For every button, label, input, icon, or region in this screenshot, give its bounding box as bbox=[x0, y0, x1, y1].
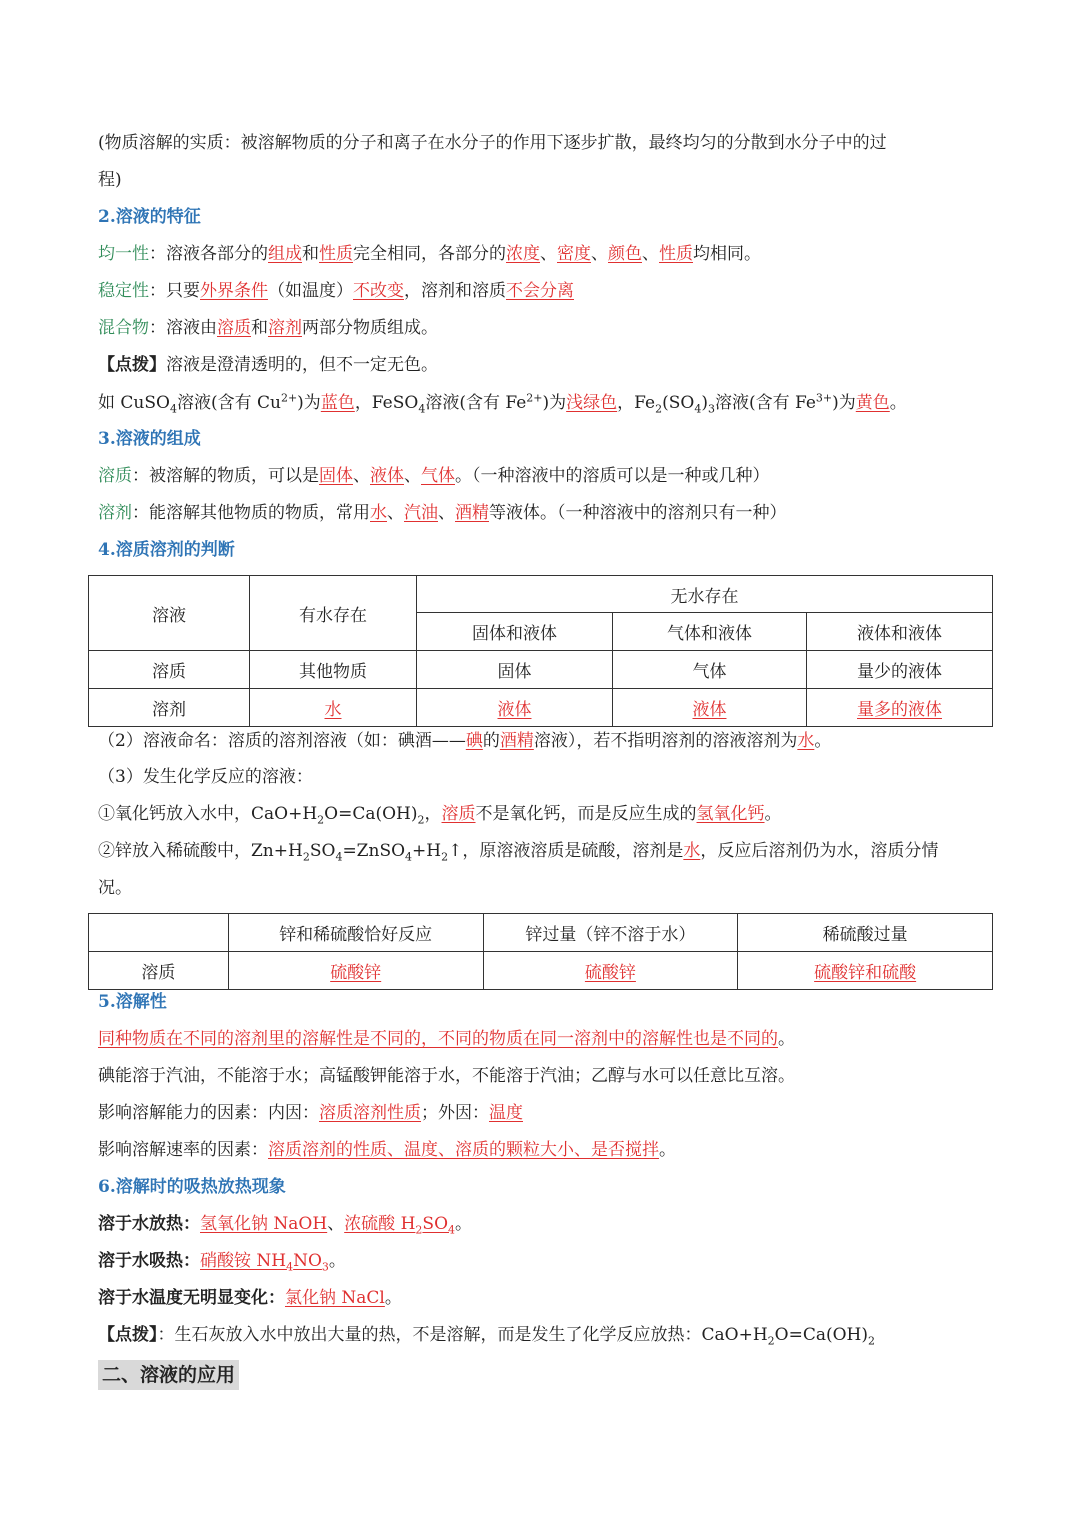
th-no-water: 无水存在 bbox=[417, 576, 993, 613]
table-row: 溶质 其他物质 固体 气体 量少的液体 bbox=[89, 651, 993, 689]
reaction-cao: ①氧化钙放入水中，$CaO+H_2O=Ca(OH)_2$，溶质不是氧化钙，而是反应生成的氢氧化钙。 bbox=[98, 804, 782, 827]
reaction-zn-cont: 况。 bbox=[98, 878, 132, 898]
heading-composition: 3.溶液的组成 bbox=[98, 429, 201, 449]
th-gas-liquid: 气体和液体 bbox=[613, 613, 807, 651]
heading-solution-features: 2.溶液的特征 bbox=[98, 207, 201, 227]
section-title-applications: 二、溶液的应用 bbox=[98, 1360, 239, 1390]
heading-judgement: 4.溶质溶剂的判断 bbox=[98, 540, 235, 560]
intro-line-2: 程) bbox=[98, 170, 122, 190]
composition-solute: 溶质：被溶解的物质，可以是固体、液体、气体。（一种溶液中的溶质可以是一种或几种） bbox=[98, 466, 770, 486]
solute-solvent-table bbox=[88, 575, 993, 727]
heat-endothermic: 溶于水吸热：硝酸铵 $NH_4NO_3$。 bbox=[98, 1251, 346, 1274]
naming-rule: （2）溶液命名：溶质的溶剂溶液（如：碘酒——碘的酒精溶液），若不指明溶剂的溶液溶剂为水。 bbox=[98, 731, 832, 751]
heading-heat: 6.溶解时的吸热放热现象 bbox=[98, 1177, 286, 1197]
th-solid-liquid: 固体和液体 bbox=[417, 613, 613, 651]
solubility-ability: 影响溶解能力的因素：内因：溶质溶剂性质；外因：温度 bbox=[98, 1103, 523, 1123]
reaction-zn: ②锌放入稀硫酸中，$Zn+H_2SO_4=ZnSO_4+H_2↑$，原溶液溶质是硫酸，溶剂是水，反应后溶剂仍为水，溶质分情 bbox=[98, 841, 939, 864]
feature-stable: 稳定性：只要外界条件（如温度）不改变，溶剂和溶质不会分离 bbox=[98, 281, 574, 301]
intro-line-1: (物质溶解的实质：被溶解物质的分子和离子在水分子的作用下逐步扩散，最终均匀的分散到水分子中的过 bbox=[98, 133, 887, 153]
th-solution: 溶液 bbox=[89, 576, 250, 651]
feature-uniform: 均一性：溶液各部分的组成和性质完全相同，各部分的浓度、密度、颜色、性质均相同。 bbox=[98, 244, 761, 264]
composition-solvent: 溶剂：能溶解其他物质的物质，常用水、汽油、酒精等液体。（一种溶液中的溶剂只有一种） bbox=[98, 503, 787, 523]
table-row: 溶剂 水 液体 液体 量多的液体 bbox=[89, 689, 993, 727]
feature-mixture: 混合物：溶液由溶质和溶剂两部分物质组成。 bbox=[98, 318, 438, 338]
table-row: 溶质 硫酸锌 硫酸锌 硫酸锌和硫酸 bbox=[89, 952, 993, 990]
th-liquid-liquid: 液体和液体 bbox=[807, 613, 993, 651]
th-water: 有水存在 bbox=[250, 576, 417, 651]
zinc-acid-table: 锌和稀硫酸恰好反应 锌过量（锌不溶于水） 稀硫酸过量 溶质 硫酸锌 硫酸锌 硫酸锌和硫酸 bbox=[88, 913, 993, 990]
tip-quicklime: 【点拨】：生石灰放入水中放出大量的热，不是溶解，而是发生了化学反应放热：$CaO+H_2O=Ca(OH)_2$ bbox=[98, 1325, 876, 1348]
reaction-title: （3）发生化学反应的溶液： bbox=[98, 767, 313, 787]
heat-neutral: 溶于水温度无明显变化：氯化钠 NaCl。 bbox=[98, 1288, 402, 1308]
heading-solubility: 5.溶解性 bbox=[98, 992, 167, 1012]
tip-color: 【点拨】溶液是澄清透明的，但不一定无色。 bbox=[98, 355, 438, 375]
solubility-example: 碘能溶于汽油，不能溶于水；高锰酸钾能溶于水，不能溶于汽油；乙醇与水可以任意比互溶。 bbox=[98, 1066, 795, 1086]
solubility-rate: 影响溶解速率的因素：溶质溶剂的性质、温度、溶质的颗粒大小、是否搅拌。 bbox=[98, 1140, 676, 1160]
color-example: 如 CuSO$_4$溶液(含有 $Cu^{2+}$)为蓝色，FeSO$_4$溶液(含有 $Fe^{2+}$)为浅绿色，$Fe_2(SO_4)_3$溶液(含有 $Fe^{3+}$)为黄色。 bbox=[98, 391, 907, 416]
heat-exothermic: 溶于水放热：氢氧化钠 NaOH、浓硫酸 $H_2SO_4$。 bbox=[98, 1214, 473, 1237]
solubility-rule: 同种物质在不同的溶剂里的溶解性是不同的，不同的物质在同一溶剂中的溶解性也是不同的。 bbox=[98, 1029, 795, 1049]
